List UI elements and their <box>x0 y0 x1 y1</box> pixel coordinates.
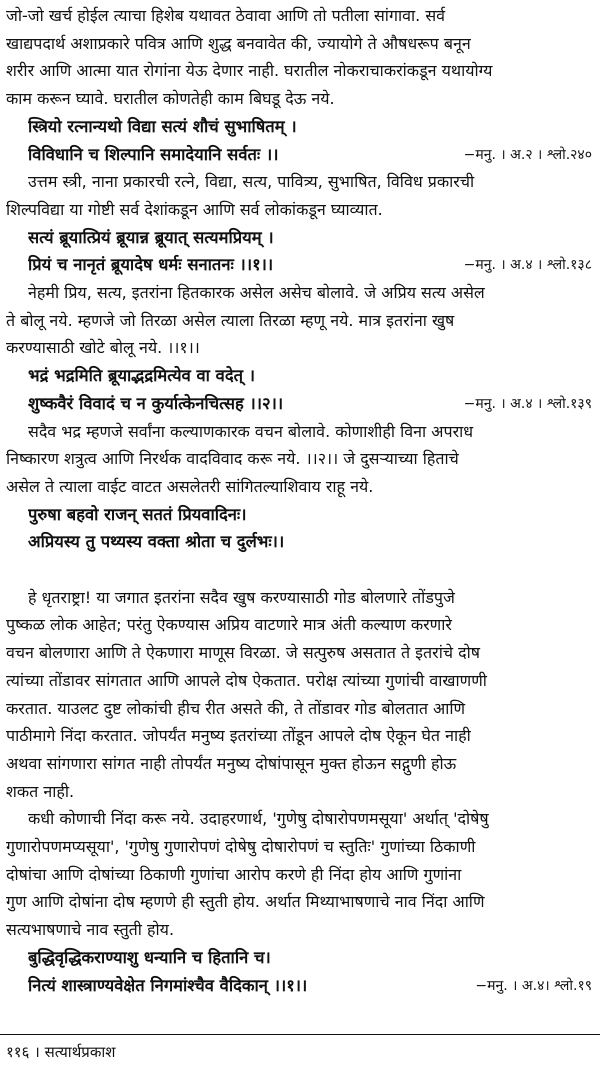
prose-line <box>6 780 600 804</box>
prose-text: वचन बोलणारा आणि ते ऐकणारा माणूस विरळा. जे सत्पुरुष असतात ते इतरांचे दोष <box>6 643 480 663</box>
prose-text: नेहमी प्रिय, सत्य, इतरांना हितकारक असेल असेच बोलावे. जे अप्रिय सत्य असेल <box>28 283 485 302</box>
prose-line <box>6 724 600 748</box>
prose-line <box>6 697 600 721</box>
shloka-text: भद्रं भद्रमिति ब्रूयाद्भद्रमित्येव वा वदेत् । <box>28 366 256 386</box>
prose-line <box>6 309 600 333</box>
prose-line <box>6 32 600 56</box>
prose-text: सत्यभाषणाचे नाव स्तुती होय. <box>6 920 175 940</box>
prose-text: निष्कारण शत्रुत्व आणि निरर्थक वादविवाद करू नये. ।।२।। जे दुसऱ्याच्या हिताचे <box>6 449 459 469</box>
prose-line <box>6 475 600 499</box>
prose-line <box>6 918 600 942</box>
shloka-text: प्रियं च नानृतं ब्रूयादेष धर्मः सनातनः ।।१।। <box>28 255 274 275</box>
prose-line <box>28 807 600 831</box>
prose-text: शकत नाही. <box>6 781 75 801</box>
shloka-text: पुरुषा बहवो राजन् सततं प्रियवादिनः। <box>28 504 247 524</box>
prose-text: गुण आणि दोषांना दोष म्हणणे ही स्तुती होय. अर्थात मिथ्याभाषणाचे नाव निंदा आणि <box>6 892 485 912</box>
shloka-text: स्त्रियो रत्नान्यथो विद्या सत्यं शौचं सुभाषितम् । <box>28 116 297 136</box>
prose-line <box>6 669 600 693</box>
shloka-text: बुद्धिवृद्धिकराण्याशु धन्यानि च हितानि च। <box>28 947 271 967</box>
prose-line <box>6 59 600 83</box>
shloka-line <box>28 115 600 139</box>
prose-text: सदैव भद्र म्हणजे सर्वांना कल्याणकारक वचन बोलावे. कोणाशीही विना अपराध <box>28 421 474 441</box>
shloka-line <box>28 503 600 527</box>
shloka-line <box>28 530 600 554</box>
prose-line <box>6 752 600 776</box>
prose-text: कधी कोणाची निंदा करू नये. उदाहरणार्थ, 'गुणेषु दोषारोपणमसूया' अर्थात् 'दोषेषु <box>28 809 489 829</box>
prose-text: शरीर आणि आत्मा यात रोगांना येऊ देणार नाही. घरातील नोकराचाकरांकडून यथायोग्य <box>6 61 493 81</box>
prose-text: ते बोलू नये. म्हणजे जो तिरळा असेल त्याला तिरळा म्हणू नये. मात्र इतरांना खुष <box>6 310 455 330</box>
prose-text: शिल्पविद्या या गोष्टी सर्व देशांकडून आणि सर्व लोकांकडून घ्याव्यात. <box>6 199 383 219</box>
shloka-line <box>28 946 600 970</box>
prose-line <box>6 890 600 914</box>
shloka-line <box>28 392 600 416</box>
shloka-text: शुष्कवैरं विवादं च न कुर्यात्केनचित्सह ।।२।। <box>28 393 284 413</box>
prose-line <box>28 586 600 610</box>
prose-line <box>6 87 600 111</box>
prose-text: उत्तम स्त्री, नाना प्रकारची रत्ने, विद्या, सत्य, पावित्र्य, सुभाषित, विविध प्रकारची <box>28 172 475 192</box>
prose-text: पाठीमागे निंदा करतात. जोपर्यंत मनुष्य इतरांच्या तोंडून आपले दोष ऐकून घेत नाही <box>6 726 471 746</box>
shloka-text: सत्यं ब्रूयात्प्रियं ब्रूयान्न ब्रूयात् सत्यमप्रियम् । <box>28 227 274 247</box>
prose-line <box>28 170 600 194</box>
prose-line <box>6 835 600 859</box>
prose-line <box>28 281 600 305</box>
shloka-line <box>28 226 600 250</box>
shloka-text: विविधानि च शिल्पानि समादेयानि सर्वतः ।। <box>28 144 279 164</box>
verse-reference: −मनु. । अ.४। श्लो.१९ <box>475 977 592 994</box>
prose-line <box>6 613 600 637</box>
prose-line <box>6 447 600 471</box>
verse-reference: −मनु. । अ.२ । श्लो.२४० <box>463 146 592 163</box>
prose-text: असेल ते त्याला वाईट वाटत असलेतरी सांगितल्याशिवाय राहू नये. <box>6 476 374 496</box>
verse-reference: −मनु. । अ.४ । श्लो.१३९ <box>463 395 592 412</box>
prose-text: खाद्यपदार्थ अशाप्रकारे पवित्र आणि शुद्ध बनवावेत की, ज्यायोगे ते औषधरूप बनून <box>6 33 471 53</box>
prose-line <box>28 420 600 444</box>
prose-line <box>6 4 600 28</box>
shloka-line <box>28 364 600 388</box>
prose-line <box>6 641 600 665</box>
shloka-line <box>28 143 600 167</box>
verse-reference: −मनु. । अ.४ । श्लो.१३८ <box>463 257 592 274</box>
prose-text: दोषांचा आणि दोषांच्या ठिकाणी गुणांचा आरोप करणे ही निंदा होय आणि गुणांना <box>6 864 462 884</box>
prose-text: जो-जो खर्च होईल त्याचा हिशेब यथावत ठेवावा आणि तो पतीला सांगावा. सर्व <box>6 6 446 25</box>
prose-text: करतात. याउलट दुष्ट लोकांची हीच रीत असते की, ते तोंडावर गोड बोलतात आणि <box>6 698 466 718</box>
shloka-line <box>28 253 600 277</box>
prose-text: करण्यासाठी खोटे बोलू नये. ।।१।। <box>6 338 200 358</box>
prose-text: गुणारोपणमप्यसूया', 'गुणेषु गुणारोपणं दोषेषु दोषारोपणं च स्तुतिः' गुणांच्या ठिकाणी <box>6 837 476 856</box>
shloka-text: नित्यं शास्त्राण्यवेक्षेत निगमांश्चैव वैदिकान् ।।१।। <box>28 975 308 995</box>
prose-text: हे धृतराष्ट्रा! या जगात इतरांना सदैव खुष करण्यासाठी गोड बोलणारे तोंडपुजे <box>28 587 455 607</box>
shloka-line <box>28 974 600 998</box>
prose-text: पुष्कळ लोक आहेत; परंतु ऐकण्यास अप्रिय वाटणारे मात्र अंती कल्याण करणारे <box>6 615 452 635</box>
prose-line <box>6 863 600 887</box>
prose-line <box>6 336 600 360</box>
prose-text: अथवा सांगणारा सांगत नाही तोपर्यंत मनुष्य दोषांपासून मुक्त होऊन सद्गुणी होऊ <box>6 753 457 773</box>
footer-rule <box>0 1034 600 1035</box>
shloka-text: अप्रियस्य तु पथ्यस्य वक्ता श्रोता च दुर्लभः।। <box>28 532 285 552</box>
prose-text: त्यांच्या तोंडावर सांगतात आणि आपले दोष ऐकतात. परोक्ष त्यांच्या गुणांची वाखाणणी <box>6 670 487 690</box>
prose-text: काम करून घ्यावे. घरातील कोणतेही काम बिघडू देऊ नये. <box>6 89 335 109</box>
prose-line <box>6 198 600 222</box>
footer-text: ११६ । सत्यार्थप्रकाश <box>6 1043 116 1061</box>
